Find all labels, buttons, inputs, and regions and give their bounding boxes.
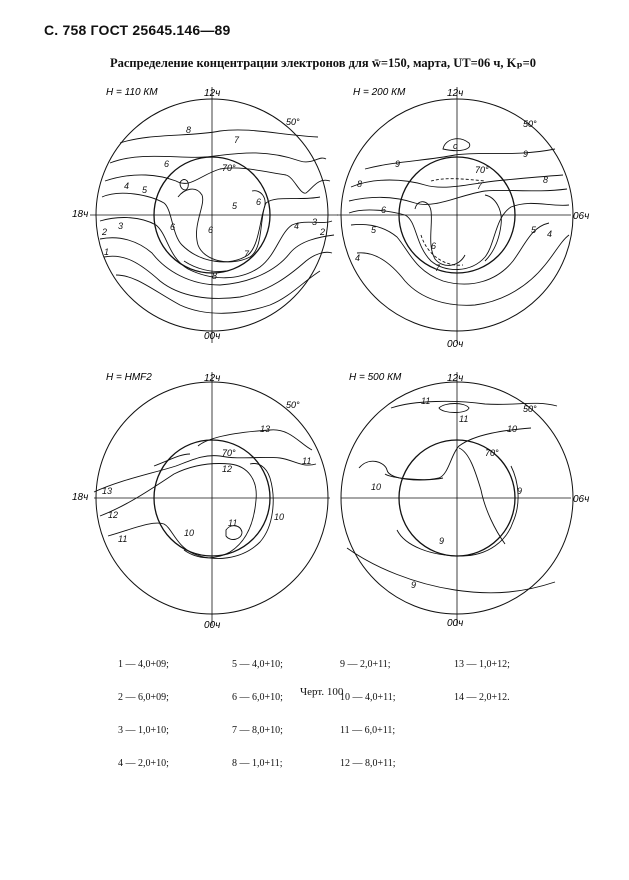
polar-map-110km (72, 85, 340, 355)
legend-column-4 (454, 637, 510, 714)
contour-label: 13 (102, 486, 113, 496)
contour-label: 9 (517, 486, 523, 496)
label-06h: 06ч (573, 494, 590, 505)
label-00h: 00ч (204, 620, 221, 631)
lat-70: 70° (485, 448, 499, 458)
polar-map-hmf2 (72, 370, 340, 640)
label-00h: 00ч (447, 618, 464, 629)
contour-label: 5 (232, 201, 238, 211)
contour-label: 6 (256, 197, 262, 207)
figure-caption: Черт. 100 (300, 686, 344, 698)
contour-label: 4 (294, 221, 300, 231)
contour-label: 9 (411, 580, 417, 590)
lat-70: 70° (222, 163, 236, 173)
contour-label: 11 (459, 414, 469, 424)
legend-item: 3 — 1,0+10; (118, 725, 169, 736)
contour-label: 7 (234, 135, 240, 145)
legend-item: 13 — 1,0+12; (454, 659, 510, 670)
lat-50: 50° (286, 400, 300, 410)
legend-item: 6 — 6,0+10; (232, 692, 283, 703)
legend-item: 8 — 1,0+11; (232, 758, 283, 769)
legend-column-3 (340, 637, 396, 780)
legend-item: 10 — 4,0+11; (340, 692, 396, 703)
contour-label: 10 (507, 424, 518, 434)
contour-label: 1 (104, 247, 110, 257)
contour-label: 3 (312, 217, 318, 227)
contour-label: 7 (435, 263, 441, 273)
contour-label: 6 (208, 225, 214, 235)
lat-70: 70° (222, 448, 236, 458)
label-12h: 12ч (447, 373, 464, 384)
contour-label: 9 (395, 159, 401, 169)
contour-label: 13 (260, 424, 271, 434)
contour-label: 11 (228, 518, 238, 528)
contour-label: 3 (118, 221, 124, 231)
contour-label: 5 (371, 225, 377, 235)
contour-label: 6 (431, 241, 437, 251)
contour-label: 12 (222, 464, 233, 474)
lat-50: 50° (523, 119, 537, 129)
contour-label: 6 (381, 205, 387, 215)
contour-label: 2 (320, 227, 326, 237)
legend-item: 1 — 4,0+09; (118, 659, 169, 670)
legend-item: 14 — 2,0+12. (454, 692, 510, 703)
contour-label: 11 (118, 534, 128, 544)
contour-label: 2 (102, 227, 108, 237)
contour-label: 10 (184, 528, 195, 538)
contour-label: 8 (186, 125, 192, 135)
legend-item: 11 — 6,0+11; (340, 725, 396, 736)
legend-item: 12 — 8,0+11; (340, 758, 396, 769)
polar-map-500km (335, 370, 595, 640)
legend-item: 2 — 6,0+09; (118, 692, 169, 703)
contour-label: 9 (439, 536, 445, 546)
legend-item: 5 — 4,0+10; (232, 659, 283, 670)
contour-label: 7 (477, 181, 483, 191)
contour-label: 4 (547, 229, 553, 239)
contour-label: 6 (164, 159, 170, 169)
label-12h: 12ч (204, 373, 221, 384)
lat-50: 50° (286, 117, 300, 127)
contour-label: 7 (244, 249, 250, 259)
label-00h: 00ч (447, 339, 464, 350)
height-label: Н = 110 КМ (106, 87, 158, 98)
legend-item: 4 — 2,0+10; (118, 758, 169, 769)
height-label: Н = 500 КМ (349, 372, 402, 383)
contour-label: 11 (421, 396, 431, 406)
legend-item: 7 — 8,0+10; (232, 725, 283, 736)
contour-label: 10 (274, 512, 285, 522)
contour-label: 8 (543, 175, 549, 185)
lat-50: 50° (523, 404, 537, 414)
label-12h: 12ч (204, 88, 221, 99)
label-00h: 00ч (204, 331, 221, 342)
contour-label: 6 (170, 222, 176, 232)
height-label: Н = НМF2 (106, 372, 152, 383)
contour-label: 4 (355, 253, 361, 263)
contour-label: 12 (108, 510, 119, 520)
contour-label: 5 (142, 185, 148, 195)
lat-70: 70° (475, 165, 489, 175)
contour-label: 5 (531, 225, 537, 235)
height-label: Н = 200 КМ (353, 87, 406, 98)
contour-label: 8 (357, 179, 363, 189)
legend-item: 9 — 2,0+11; (340, 659, 391, 670)
contour-label: 9 (523, 149, 529, 159)
contour-label: 11 (302, 456, 312, 466)
page-header: С. 758 ГОСТ 25645.146—89 (44, 22, 231, 38)
polar-map-200km (335, 85, 595, 355)
figure-title: Распределение концентрации электронов для w̄=150, марта, UT=06 ч, Kₚ=0 (110, 56, 536, 70)
contour-label: 8 (212, 271, 218, 281)
contour-label: 4 (124, 181, 130, 191)
label-18h: 18ч (72, 492, 89, 503)
contour-label: c (453, 141, 458, 151)
contour-label: 10 (371, 482, 382, 492)
legend-column-2 (232, 637, 283, 780)
label-18h: 18ч (72, 209, 89, 220)
label-06h: 06ч (573, 211, 590, 222)
legend-column-1 (118, 637, 169, 780)
label-12h: 12ч (447, 88, 464, 99)
